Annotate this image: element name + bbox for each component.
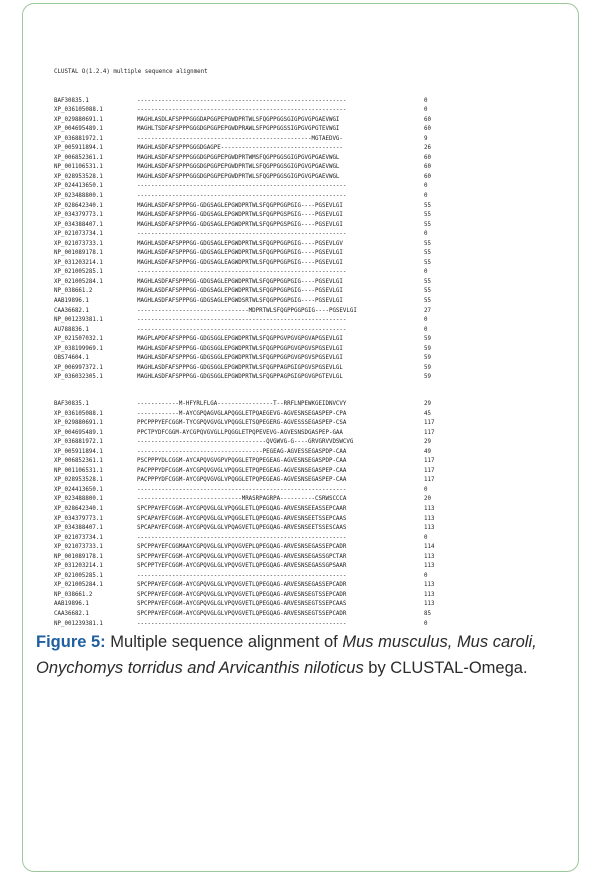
residue-count: 55 <box>424 250 431 257</box>
alignment-row <box>54 202 534 212</box>
sequence-id: XP_021005284.1 <box>54 278 103 285</box>
sequence-id: XP_031203214.1 <box>54 563 103 570</box>
residue-count: 113 <box>424 591 435 598</box>
sequence-id: XP_021073734.1 <box>54 231 103 238</box>
residue-count: 55 <box>424 221 431 228</box>
sequence-id: XP_036032305.1 <box>54 374 103 381</box>
sequence-residues: MAGHLASDFAFSPPPGG-GDGSAGLEPGWDPRTWLSFQGPPGGPGIG----PGSEVLGI <box>137 202 343 209</box>
sequence-residues: ------------------------------------------------------------ <box>137 231 347 238</box>
alignment-row <box>54 297 534 307</box>
alignment-row <box>54 259 534 269</box>
sequence-id: XP_021073733.1 <box>54 544 103 551</box>
sequence-id: XP_005911894.1 <box>54 448 103 455</box>
sequence-residues: ------------M-HFYRLFLGA----------------T--RRFLNPEWKGEIDNVCVY <box>137 400 347 407</box>
sequence-id: XP_005911894.1 <box>54 145 103 152</box>
alignment-row <box>54 591 534 601</box>
sequence-residues: ------------------------------------------------------------ <box>137 326 347 333</box>
sequence-residues: MAGHLASDFAFSPPPGG-GDGSAGLEPGWDPRTWLSFQGPPGGPGIG----PGSEVLGI <box>137 278 343 285</box>
figure-caption <box>36 629 556 681</box>
sequence-residues: SPCPPAYEFCGGMAAYCGPQVGLGLVPQVGVEPLQPEGQAG-ARVESNSEGASSEPCADR <box>137 544 347 551</box>
sequence-residues: SPCPPAYEFCGGM-AYCGPQVGLGLVPQVGVETLQPEGQAG-ARVESNSEGASSEPCADR <box>137 582 347 589</box>
sequence-residues: ------------------------------------------------------------ <box>137 107 347 114</box>
sequence-residues: ------------M-AYCGPQAGVGLAPQGGLETPQAEGEVG-AGVESNSEGASPEP-CPA <box>137 410 347 417</box>
residue-count: 55 <box>424 278 431 285</box>
caption-text-2: by CLUSTAL-Omega. <box>363 659 528 677</box>
sequence-id: XP_024413650.1 <box>54 486 103 493</box>
alignment-row <box>54 182 534 192</box>
residue-count: 0 <box>424 107 428 114</box>
alignment-row <box>54 287 534 297</box>
residue-count: 113 <box>424 582 435 589</box>
sequence-residues: PPCTPYDFCGGM-AYCGPQVGVGLLPQGGLETPQPEVEVG-AGVESNSDGASPEP-GAA <box>137 429 343 436</box>
alignment-row <box>54 562 534 572</box>
alignment-row <box>54 116 534 126</box>
sequence-id: XP_036105088.1 <box>54 410 103 417</box>
sequence-residues: MAGHLASDFAFSPPPGG-GDGSGGLEPGWDPRTWLSFQGPPAGPGIGPGVSPGSEVLGL <box>137 364 343 371</box>
residue-count: 9 <box>424 135 428 142</box>
sequence-residues: SPCPPAYEFCGGM-AYCGPQVGLGLVPQVGVETLQPEGQAG-ARVESNSEGTSSEPCADR <box>137 610 347 617</box>
sequence-id: AAB19896.1 <box>54 601 89 608</box>
sequence-residues: MAGHLASDFAFSPPPGG-GDGSAGLEPGWDPRTWLSFQGPPGSPGIG----PGSEVLGI <box>137 212 343 219</box>
sequence-residues: ------------------------------------------------------------ <box>137 193 347 200</box>
residue-count: 60 <box>424 126 431 133</box>
alignment-row <box>54 154 534 164</box>
alignment-row <box>54 125 534 135</box>
alignment-figure <box>54 68 534 629</box>
residue-count: 113 <box>424 553 435 560</box>
sequence-id: XP_021005285.1 <box>54 269 103 276</box>
sequence-id: XP_034388407.1 <box>54 221 103 228</box>
sequence-id: XP_029880691.1 <box>54 116 103 123</box>
sequence-id: XP_034379773.1 <box>54 212 103 219</box>
sequence-residues: SPCPPAYEFCGGM-AYCGPQVGLGLVPQGGLETLQPEGQAG-ARVESNSEEASSEPCAAR <box>137 505 347 512</box>
residue-count: 26 <box>424 145 431 152</box>
residue-count: 29 <box>424 439 431 446</box>
sequence-residues: ------------------------------------------------------------ <box>137 486 347 493</box>
alignment-row <box>54 221 534 231</box>
alignment-row <box>54 524 534 534</box>
sequence-residues: SPCAPAYEFCGGM-AYCGPQVGLGLVPQGGLETLQPEGQAG-ARVESNSEETSSEPCAAS <box>137 515 347 522</box>
residue-count: 117 <box>424 429 435 436</box>
residue-count: 59 <box>424 336 431 343</box>
alignment-row <box>54 419 534 429</box>
sequence-id: XP_029880691.1 <box>54 420 103 427</box>
residue-count: 117 <box>424 477 435 484</box>
sequence-id: XP_021073733.1 <box>54 240 103 247</box>
sequence-residues: MAGHLASDFAFSPPPGG-GDGSGGLEPGWDPRTWLSFQGPPGGPGVGPGVSPGSEVLGI <box>137 345 343 352</box>
alignment-row <box>54 553 534 563</box>
sequence-id: NP_001089178.1 <box>54 553 103 560</box>
residue-count: 0 <box>424 231 428 238</box>
sequence-residues: MAGPLAPDFAFSPPPGG-GDGSGGLEPGWDPRTWLSFQGPPGVPGVGPGVAPGSEVLGI <box>137 336 343 343</box>
residue-count: 45 <box>424 410 431 417</box>
sequence-id: XP_028953528.1 <box>54 173 103 180</box>
sequence-id: NP_038661.2 <box>54 591 93 598</box>
residue-count: 117 <box>424 420 435 427</box>
alignment-row <box>54 543 534 553</box>
sequence-residues: ------------------------------------------------------------ <box>137 183 347 190</box>
sequence-residues: ------------------------------------------------------------ <box>137 317 347 324</box>
alignment-row <box>54 429 534 439</box>
alignment-row <box>54 495 534 505</box>
sequence-residues: ------------------------------MRASRPAGRPA----------CSRWSCCCA <box>137 496 347 503</box>
sequence-id: XP_023488800.1 <box>54 193 103 200</box>
sequence-id: AU788836.1 <box>54 326 89 333</box>
sequence-id: BAF30835.1 <box>54 97 89 104</box>
alignment-row <box>54 316 534 326</box>
sequence-residues: MAGHLASDLAFSPPPGGGDAPGGPEPGWDPRTWLSFQGPPGGSGIGPGVGPGAEVWGI <box>137 116 340 123</box>
residue-count: 55 <box>424 298 431 305</box>
sequence-id: XP_006852361.1 <box>54 458 103 465</box>
alignment-row <box>54 515 534 525</box>
residue-count: 113 <box>424 563 435 570</box>
residue-count: 113 <box>424 505 435 512</box>
alignment-row <box>54 448 534 458</box>
alignment-row <box>54 192 534 202</box>
sequence-residues: ------------------------------------------------------------ <box>137 620 347 627</box>
sequence-residues: ------------------------------------------------------------ <box>137 269 347 276</box>
caption-text-1: Multiple sequence alignment of <box>105 633 343 651</box>
residue-count: 113 <box>424 601 435 608</box>
sequence-id: XP_021073734.1 <box>54 534 103 541</box>
alignment-row <box>54 307 534 317</box>
sequence-residues: MAGHLASDFAFSPPPGG-GDGSAGLEAGWDPRTWLSFQGPPGGPGIG----PGSEVLGI <box>137 259 343 266</box>
sequence-id: XP_028642340.1 <box>54 505 103 512</box>
residue-count: 49 <box>424 448 431 455</box>
sequence-id: XP_006997372.1 <box>54 364 103 371</box>
alignment-row <box>54 240 534 250</box>
alignment-row <box>54 326 534 336</box>
residue-count: 117 <box>424 467 435 474</box>
sequence-residues: MAGHLASDFAFSPPPGGGDGPGGPEPGWDPRTWLSFQGPPGGSGIGPGVGPGAEVWGL <box>137 173 340 180</box>
sequence-residues: MAGHLTSDFAFSPPPGGGDGPGGPEPGWDPRAWLSFPGPPGGSSIGPGVGPGTEVWGI <box>137 126 340 133</box>
sequence-id: XP_038199969.1 <box>54 345 103 352</box>
sequence-residues: PACPPPYDFCGGM-AYCGPQVGVGLVPQGGLETPQPEGEAG-AGVESNSEGASPEP-CAA <box>137 477 347 484</box>
alignment-row <box>54 144 534 154</box>
alignment-row <box>54 620 534 630</box>
sequence-id: NP_001239381.1 <box>54 620 103 627</box>
sequence-residues: MAGHLASDFAFSPPPGG-GDGSAGLEPGWDPRTWLSFQGPPGGPGIG----PGSEVLGV <box>137 240 343 247</box>
sequence-residues: -------------------------------------QVGWVG-G----GRVGRVVDSWCVG <box>137 439 354 446</box>
sequence-residues: PSCPPPYDLCGGM-AYCAPQVGVGPVPQGGLETPQPEGEAG-AGVESNSEGASPDP-CAA <box>137 458 347 465</box>
sequence-id: CAA36682.1 <box>54 307 89 314</box>
alignment-block-2 <box>54 400 534 629</box>
residue-count: 59 <box>424 374 431 381</box>
sequence-residues: PPCPPPYEFCGGM-TYCGPQVGVGLVPQGGLETSQPEGERG-AGVESSSEGASPEP-CSA <box>137 420 347 427</box>
sequence-id: XP_004695489.1 <box>54 126 103 133</box>
sequence-residues: MAGHLASDFAFSPPPGGGDGPGGPEPGWDPRTWMSFQGPPGGSGIGPGVGPGAEVWGL <box>137 154 340 161</box>
residue-count: 60 <box>424 173 431 180</box>
residue-count: 113 <box>424 515 435 522</box>
sequence-id: XP_021507032.1 <box>54 336 103 343</box>
alignment-row <box>54 364 534 374</box>
sequence-id: CAA36682.1 <box>54 610 89 617</box>
alignment-row <box>54 467 534 477</box>
alignment-row <box>54 173 534 183</box>
alignment-row <box>54 410 534 420</box>
sequence-residues: SPCPPAYEFCGGM-AYCGPQVGLGLVPQVGVETLQPEGQAG-ARVESNSEGASSGPCTAR <box>137 553 347 560</box>
sequence-residues: PACPPPYDFCGGM-AYCGPQVGVGLVPQGGLETPQPEGEAG-AGVESNSEGASPEP-CAA <box>137 467 347 474</box>
sequence-id: XP_031203214.1 <box>54 259 103 266</box>
alignment-row <box>54 438 534 448</box>
residue-count: 117 <box>424 458 435 465</box>
alignment-row <box>54 249 534 259</box>
sequence-id: NP_001106531.1 <box>54 467 103 474</box>
sequence-residues: MAGHLASDFAFSPPPGG-GDGSAGLEPGWDPRTWLSFQGPPGSPGIG----PGSEVLGI <box>137 221 343 228</box>
alignment-row <box>54 135 534 145</box>
alignment-row <box>54 354 534 364</box>
caption-label: Figure 5: <box>36 633 106 651</box>
residue-count: 0 <box>424 486 428 493</box>
sequence-id: BAF30835.1 <box>54 400 89 407</box>
residue-count: 0 <box>424 193 428 200</box>
residue-count: 114 <box>424 544 435 551</box>
alignment-row <box>54 534 534 544</box>
sequence-id: OBS74604.1 <box>54 355 89 362</box>
residue-count: 55 <box>424 288 431 295</box>
sequence-residues: MAGHLASDFAFSPPPGGGDGAGPE----------------------------------- <box>137 145 343 152</box>
sequence-id: XP_028953528.1 <box>54 477 103 484</box>
sequence-residues: --------------------------------MDPRTWLSFQGPPGGPGIG----PGSEVLGI <box>137 307 357 314</box>
residue-count: 0 <box>424 572 428 579</box>
sequence-id: XP_036881972.1 <box>54 135 103 142</box>
alignment-row <box>54 572 534 582</box>
sequence-id: XP_021005285.1 <box>54 572 103 579</box>
sequence-residues: SPCPPTYEFCGGM-AYCGPQVGLGLVPQVGVETLQPEGQAG-ARVESNSEGASSGPSAAR <box>137 563 347 570</box>
residue-count: 0 <box>424 317 428 324</box>
alignment-row <box>54 476 534 486</box>
residue-count: 59 <box>424 355 431 362</box>
sequence-id: XP_024413650.1 <box>54 183 103 190</box>
residue-count: 27 <box>424 307 431 314</box>
residue-count: 59 <box>424 364 431 371</box>
sequence-residues: SPCPPAYEFCGGM-AYCGPQVGLGLVPQVGVETLQPEGQAG-ARVESNSEGTSSEPCAAS <box>137 601 347 608</box>
sequence-residues: MAGHLASDFAFSPPPGG-GDGSGGLEPGWDPRTWLSFQGPPGGPGVGPGVSPGSEVLGI <box>137 355 343 362</box>
residue-count: 60 <box>424 154 431 161</box>
alignment-row <box>54 600 534 610</box>
residue-count: 55 <box>424 212 431 219</box>
residue-count: 20 <box>424 496 431 503</box>
residue-count: 55 <box>424 202 431 209</box>
alignment-row <box>54 457 534 467</box>
residue-count: 0 <box>424 620 428 627</box>
sequence-residues: MAGHLASDFAFSPPPGG-GDGSAGLEPGWDPRTWLSFQGPPGGPGIG----PGSEVLGI <box>137 250 343 257</box>
alignment-row <box>54 486 534 496</box>
alignment-row <box>54 335 534 345</box>
residue-count: 0 <box>424 183 428 190</box>
residue-count: 0 <box>424 534 428 541</box>
residue-count: 55 <box>424 240 431 247</box>
sequence-id: XP_036105088.1 <box>54 107 103 114</box>
alignment-row <box>54 345 534 355</box>
sequence-id: XP_034388407.1 <box>54 525 103 532</box>
alignment-block-1 <box>54 97 534 383</box>
sequence-id: XP_034379773.1 <box>54 515 103 522</box>
sequence-id: XP_004695489.1 <box>54 429 103 436</box>
sequence-id: NP_001089178.1 <box>54 250 103 257</box>
alignment-row <box>54 400 534 410</box>
sequence-residues: ------------------------------------------------------------ <box>137 97 347 104</box>
alignment-row <box>54 278 534 288</box>
alignment-header: CLUSTAL O(1.2.4) multiple sequence alignment <box>54 69 208 75</box>
sequence-residues: MAGHLASDFAFSPPPGG-GDGSGGLEPGWDPRTWLSFQGPPAGPGIGPGVGPGTEVLGL <box>137 374 343 381</box>
sequence-residues: ------------------------------------------------------------ <box>137 572 347 579</box>
residue-count: 113 <box>424 525 435 532</box>
sequence-id: XP_036881972.1 <box>54 439 103 446</box>
sequence-residues: MAGHLASDFAFSPPPGG-GDGSAGLEPGWDPRTWLSFQGPPGGPGIG----PGSEVLGI <box>137 288 343 295</box>
sequence-residues: ------------------------------------PEGEAG-AGVESSEGASPDP-CAA <box>137 448 347 455</box>
sequence-id: AAB19896.1 <box>54 298 89 305</box>
sequence-id: NP_001106531.1 <box>54 164 103 171</box>
residue-count: 0 <box>424 97 428 104</box>
sequence-id: NP_001239381.1 <box>54 317 103 324</box>
sequence-id: XP_021005284.1 <box>54 582 103 589</box>
sequence-residues: ------------------------------------------------------------ <box>137 534 347 541</box>
alignment-row <box>54 581 534 591</box>
alignment-row <box>54 268 534 278</box>
residue-count: 60 <box>424 164 431 171</box>
sequence-residues: MAGHLASDFAFSPPPGGGDGPGGPEPGWDPRTWLSFQGPPGGSGIGPGVGPGAEVWGL <box>137 164 340 171</box>
alignment-row <box>54 106 534 116</box>
sequence-id: XP_023488800.1 <box>54 496 103 503</box>
alignment-row <box>54 373 534 383</box>
residue-count: 29 <box>424 400 431 407</box>
alignment-row <box>54 230 534 240</box>
alignment-row <box>54 211 534 221</box>
caption-species: Mus musculus, Mus caroli, Onychomys torridus and Arvicanthis niloticus <box>36 633 537 677</box>
sequence-residues: MAGHLASDFAFSPPPGG-GDGSAGLEPGWDSRTWLSFQGPPGGPGIG----PGSEVLGI <box>137 298 343 305</box>
residue-count: 59 <box>424 345 431 352</box>
sequence-id: XP_006852361.1 <box>54 154 103 161</box>
sequence-residues: SPCAPAYEFCGGM-AYCGPQVGLGLVPQAGVETLQPEGQAG-ARVESNSEETSSESCAAS <box>137 525 347 532</box>
residue-count: 60 <box>424 116 431 123</box>
alignment-row <box>54 505 534 515</box>
sequence-residues: --------------------------------------------------MGTAEDVG- <box>137 135 343 142</box>
sequence-id: NP_038661.2 <box>54 288 93 295</box>
residue-count: 85 <box>424 610 431 617</box>
sequence-residues: SPCPPAYEFCGGM-AYCGPQVGLGLVPQVGVETLQPEGQAG-ARVESNSEGTSSEPCADR <box>137 591 347 598</box>
residue-count: 0 <box>424 326 428 333</box>
alignment-row <box>54 163 534 173</box>
sequence-id: XP_028642340.1 <box>54 202 103 209</box>
alignment-row <box>54 610 534 620</box>
residue-count: 55 <box>424 259 431 266</box>
residue-count: 0 <box>424 269 428 276</box>
alignment-row <box>54 97 534 107</box>
